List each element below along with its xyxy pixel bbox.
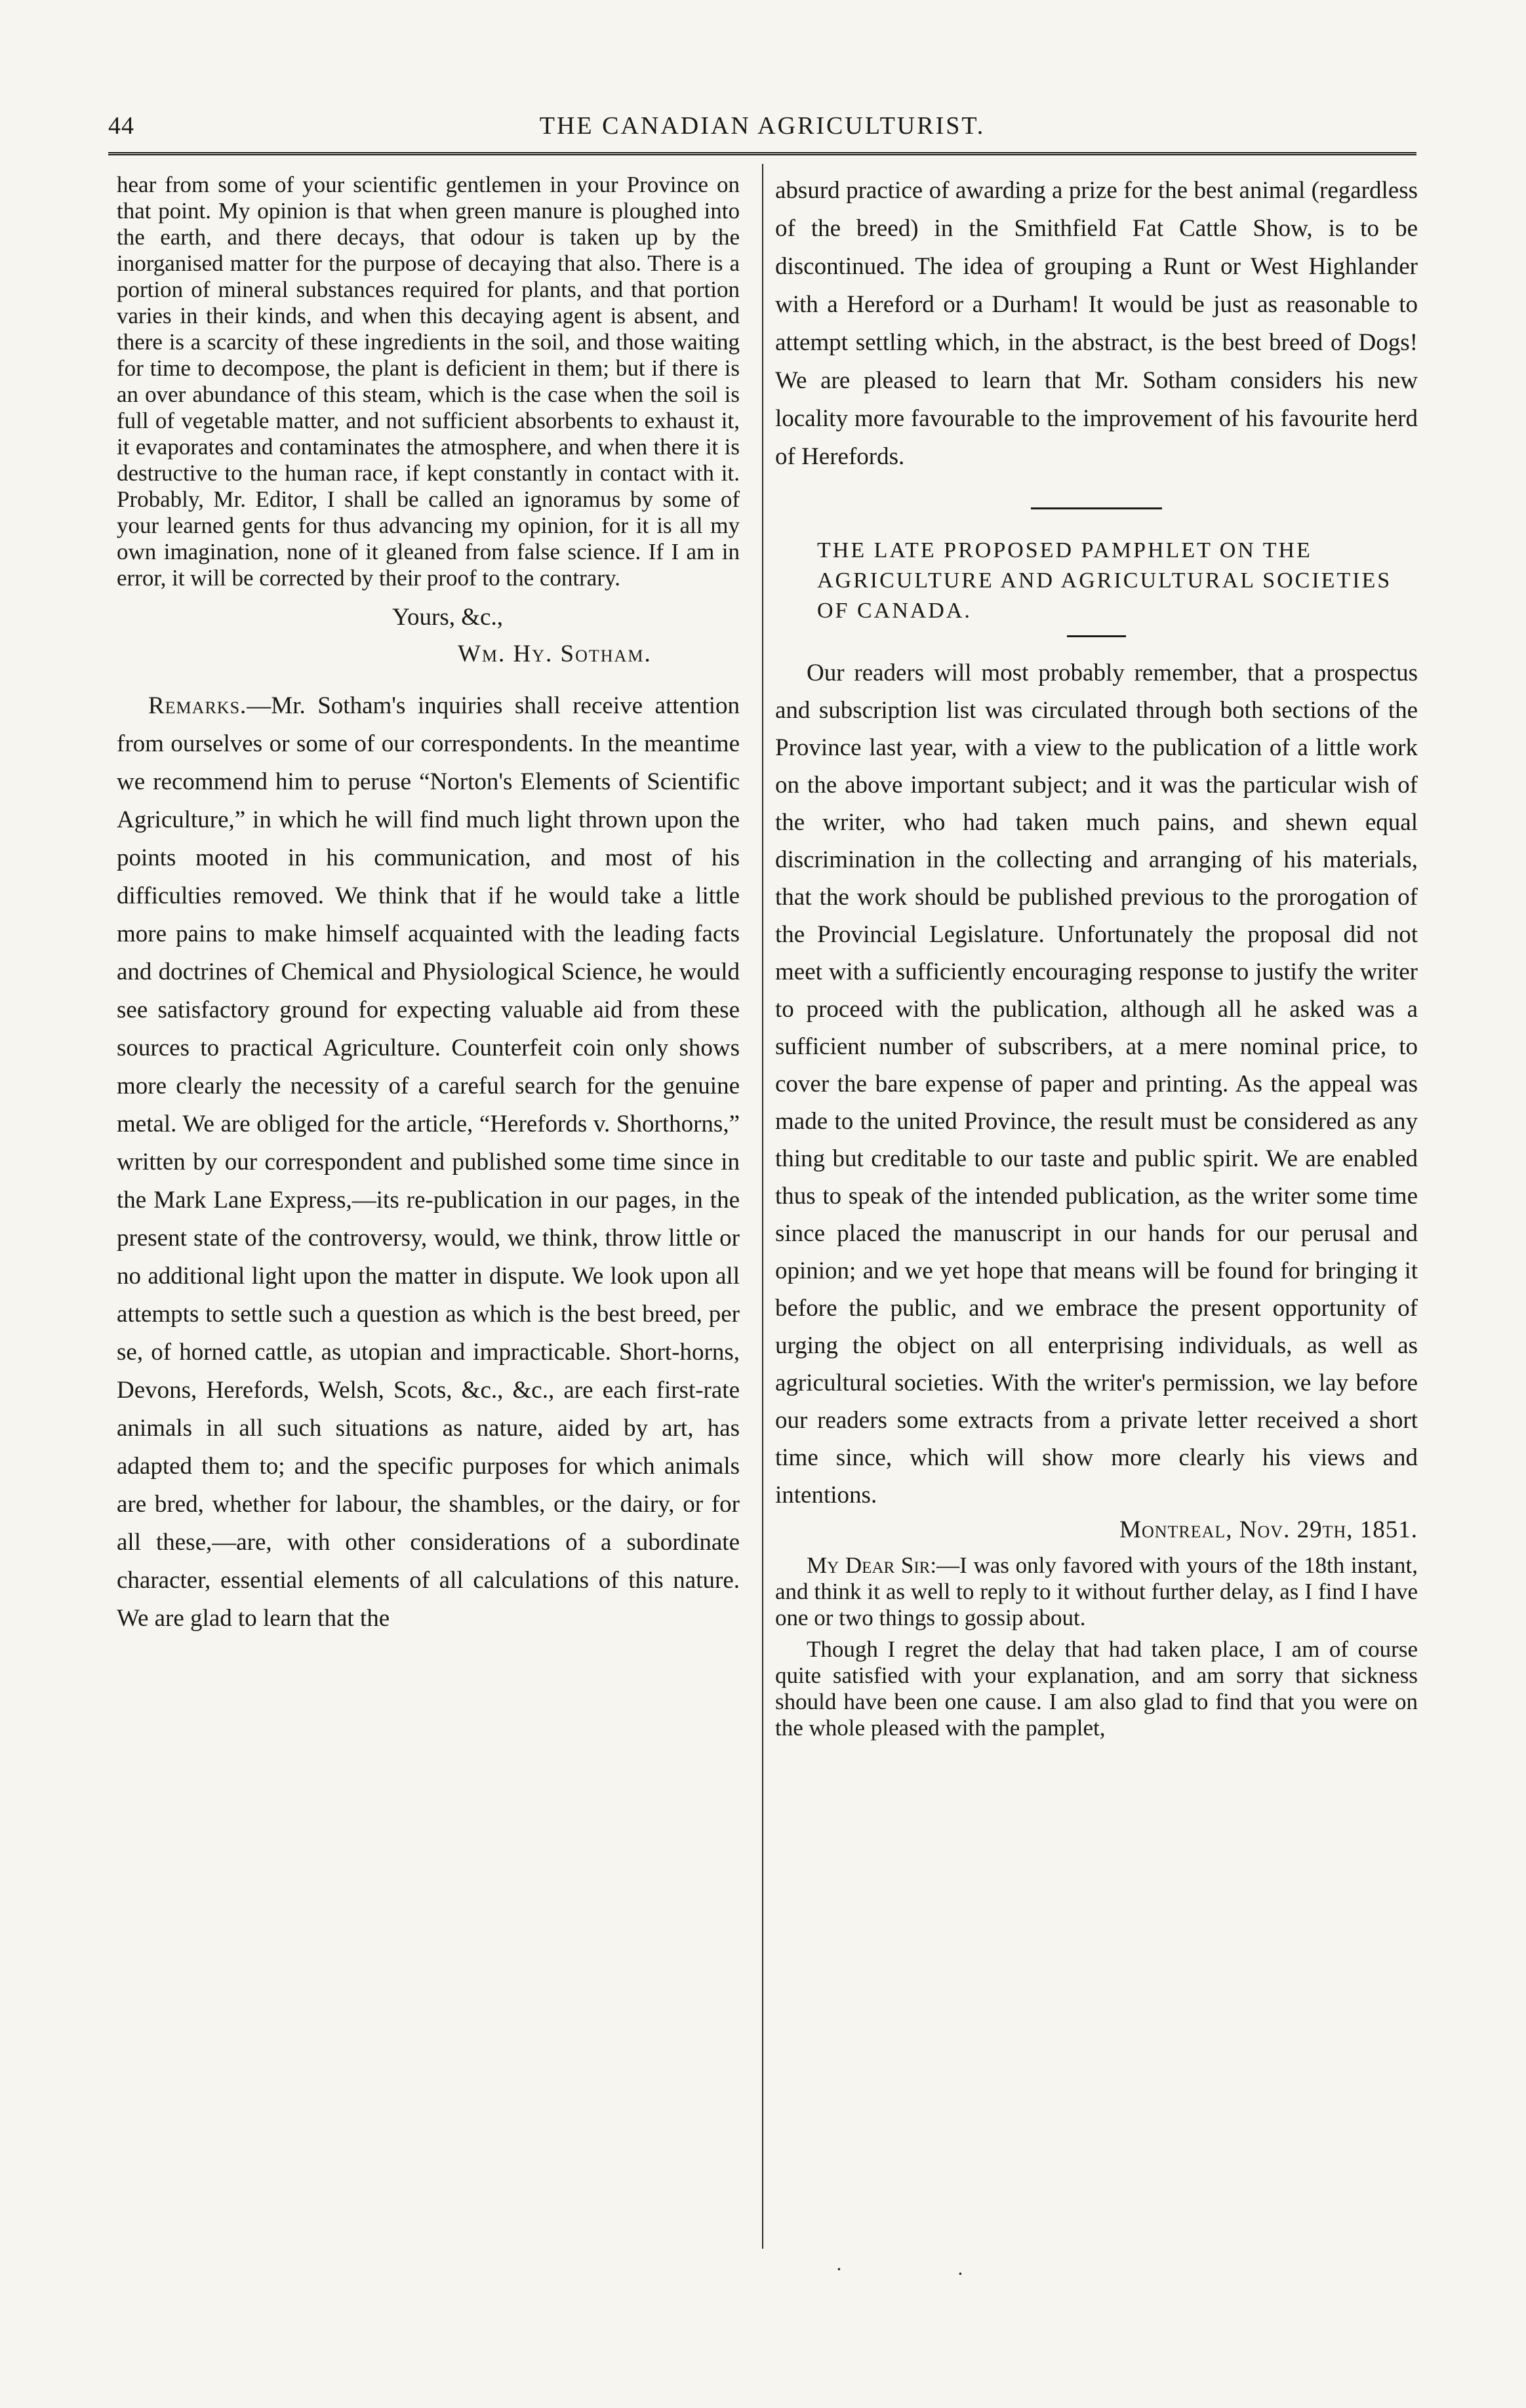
remarks-label: Remarks. [148, 692, 247, 719]
header-rule [108, 152, 1416, 155]
letter-opening [775, 1552, 1418, 1631]
letter-paragraph: Though I regret the delay that had taken place, I am of course quite satisfied with your explanation, and am sorry that sickness should have been one cause. I am also glad to find that you were on the whole pleased with the pamplet, [775, 1636, 1418, 1741]
left-column [117, 172, 740, 1638]
article-intro: Our readers will most probably remember, that a prospectus and subscription list was circulated through both sections of the Province last year, with a view to the publication of a little work on the above important subject; and it was the particular wish of the writer, who had taken much pains, and shewn equal discrimination in the collecting and arranging of his materials, that the work should be published previous to the prorogation of the Provincial Legislature. Unfortunately the proposal did not meet with a sufficiently encouraging response to justify the writer to proceed with the publication, although all he asked was a sufficient number of subscribers, at a mere nominal price, to cover the bare expense of paper and printing. As the appeal was made to the united Province, the result must be considered as any thing but creditable to our taste and public spirit. We are enabled thus to speak of the intended publication, as the writer some time since placed the manuscript in our hands for our perusal and opinion; and we yet hope that means will be found for bringing it before the public, and we embrace the present opportunity of urging the object on all enterprising individuals, as well as agricultural societies. With the writer's permission, we lay before our readers some extracts from a private letter received a short time since, which will show more clearly his views and intentions. [775, 660, 1418, 1509]
letter-signoff [117, 599, 740, 673]
letter-salutation: My Dear Sir: [807, 1552, 937, 1578]
print-speck-icon: · [836, 2259, 842, 2280]
page-number: 44 [108, 112, 134, 140]
editorial-continuation: absurd practice of awarding a prize for the best animal (regardless of the breed) in the Smithfield Fat Cattle Show, is to be discontinued. The idea of grouping a Runt or West Highlander with a Hereford or a Durham! It would be just as reasonable to attempt settling which, in the abstract, is the best breed of Dogs! We are pleased to learn that Mr. Sotham considers his new locality more favourable to the improvement of his favourite herd of Herefords. [775, 177, 1418, 470]
column-divider [762, 164, 763, 2249]
right-column [775, 172, 1418, 1741]
letter-opening-text: —I was only favored with yours of the 18th instant, and think it as well to reply to it without further delay, as I find I have one or two things to gossip about. [775, 1552, 1418, 1630]
letter-signature: Wm. Hy. Sotham. [458, 641, 652, 667]
letter-closing: Yours, &c., [392, 604, 503, 631]
print-speck-icon: · [957, 2263, 963, 2285]
heading-rule [1067, 635, 1126, 637]
journal-title: THE CANADIAN AGRICULTURIST. [539, 112, 986, 140]
remarks-paragraph [117, 687, 740, 1638]
letter-dateline: Montreal, Nov. 29th, 1851. [1119, 1516, 1418, 1543]
letter-body-end: hear from some of your scientific gentlemen in your Province on that point. My opinion is that when green manure is ploughed into the earth, and there decays, that odour is taken up by the inorganised matter for the purpose of decaying that also. There is a portion of mineral substances required for plants, and that portion varies in their kinds, and when this decaying agent is absent, and there is a scarcity of these ingredients in the soil, and those waiting for time to decompose, the plant is deficient in them; but if there is an over abundance of this steam, which is the case when the soil is full of vegetable matter, and not sufficient absorbents to exhaust it, it evaporates and contaminates the atmosphere, and when there it is destructive to the human race, if kept constantly in contact with it. Probably, Mr. Editor, I shall be called an ignoramus by some of your learned gents for thus advancing my opinion, for it is all my own imagination, none of it gleaned from false science. If I am in error, it will be corrected by their proof to the contrary. [117, 172, 740, 591]
remarks-text: —Mr. Sotham's inquiries shall receive attention from ourselves or some of our correspondents. In the meantime we recommend him to peruse “Norton's Elements of Scientific Agriculture,” in which he will find much light thrown upon the points mooted in his communication, and most of his difficulties removed. We think that if he would take a little more pains to make himself acquainted with the leading facts and doctrines of Chemical and Physiological Science, he would see satisfactory ground for expecting valuable aid from these sources to practical Agriculture. Counterfeit coin only shows more clearly the necessity of a careful search for the genuine metal. We are obliged for the article, “Herefords v. Shorthorns,” written by our correspondent and published some time since in the Mark Lane Express,—its re-publication in our pages, in the present state of the controversy, would, we think, throw little or no additional light upon the matter in dispute. We look upon all attempts to settle such a question as which is the best breed, per se, of horned cattle, as utopian and impracticable. Short-horns, Devons, Herefords, Welsh, Scots, &c., &c., are each first-rate animals in all such situations as nature, aided by art, has adapted them to; and the specific purposes for which animals are bred, whether for labour, the shambles, or the dairy, or for all these,—are, with other considerations of a subordinate character, essential elements of all calculations of this nature. We are glad to learn that the [117, 692, 740, 1632]
section-rule [1031, 507, 1162, 509]
article-heading: THE LATE PROPOSED PAMPHLET ON THE AGRICULTURE AND AGRICULTURAL SOCIETIES OF CANADA. [817, 538, 1392, 623]
page-header [108, 111, 1416, 151]
